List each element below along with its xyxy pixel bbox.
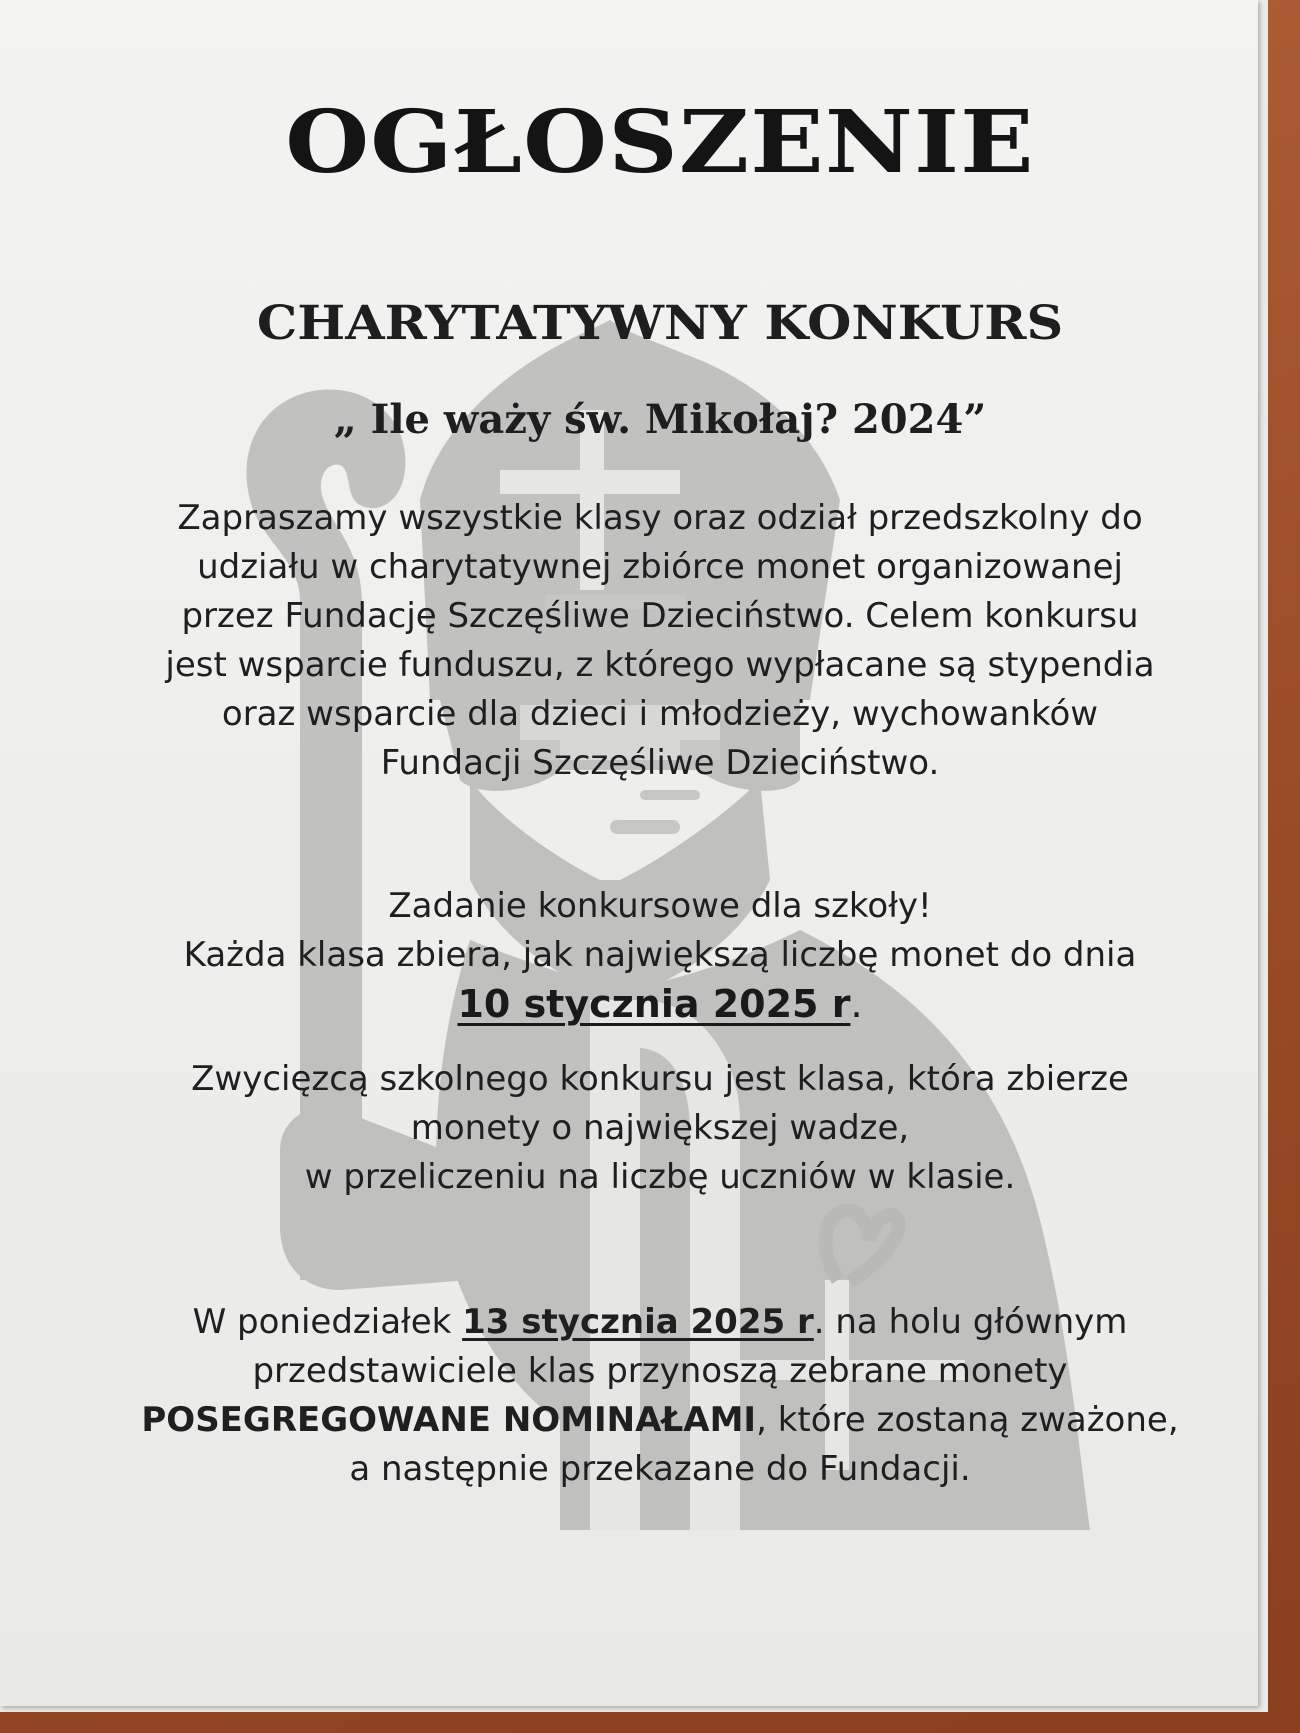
- task-paragraph: [0, 882, 1258, 980]
- intro-line: Zapraszamy wszystkie klasy oraz odział przedszkolny do: [177, 498, 1143, 538]
- intro-line: przez Fundację Szczęśliwe Dzieciństwo. Celem konkursu: [181, 596, 1139, 636]
- intro-line: jest wsparcie funduszu, z którego wypłacane są stypendia: [165, 645, 1155, 685]
- announcement-title: OGŁOSZENIE: [285, 92, 1035, 193]
- task-heading: Zadanie konkursowe dla szkoły!: [388, 886, 932, 926]
- intro-line: oraz wsparcie dla dzieci i młodzieży, wychowanków: [221, 694, 1099, 734]
- contest-name: „ Ile waży św. Mikołaj? 2024”: [333, 396, 987, 443]
- intro-line: Fundacji Szczęśliwe Dzieciństwo.: [380, 743, 940, 783]
- deadline-date-text: 10 stycznia 2025 r: [457, 982, 851, 1026]
- intro-line: udziału w charytatywnej zbiórce monet organizowanej: [197, 547, 1123, 587]
- delivery-prefix: W poniedziałek: [192, 1302, 463, 1342]
- winner-line: monety o największej wadze,: [410, 1108, 910, 1148]
- delivery-line: [0, 1396, 1258, 1445]
- delivery-line: [0, 1298, 1258, 1347]
- winner-line: w przeliczeniu na liczbę uczniów w klasie.: [304, 1157, 1016, 1197]
- intro-paragraph: [0, 494, 1258, 788]
- segregation-notice: POSEGREGOWANE NOMINAŁAMI: [141, 1400, 757, 1440]
- delivery-line: przedstawiciele klas przynoszą zebrane monety: [252, 1351, 1068, 1391]
- deadline-date: [0, 982, 1258, 1026]
- winner-paragraph: [0, 1055, 1258, 1202]
- delivery-suffix: . na holu głównym: [813, 1302, 1128, 1342]
- delivery-date: 13 stycznia 2025 r: [462, 1302, 814, 1342]
- delivery-line: a następnie przekazane do Fundacji.: [349, 1449, 971, 1489]
- task-line: Każda klasa zbiera, jak największą liczbę monet do dnia: [183, 935, 1137, 975]
- contest-subtitle: CHARYTATYWNY KONKURS: [256, 296, 1064, 351]
- delivery-paragraph: [0, 1298, 1258, 1494]
- winner-line: Zwycięzcą szkolnego konkursu jest klasa, która zbierze: [191, 1059, 1129, 1099]
- deadline-date-dot: .: [850, 982, 863, 1026]
- segregation-rest: , które zostaną zważone,: [756, 1400, 1179, 1440]
